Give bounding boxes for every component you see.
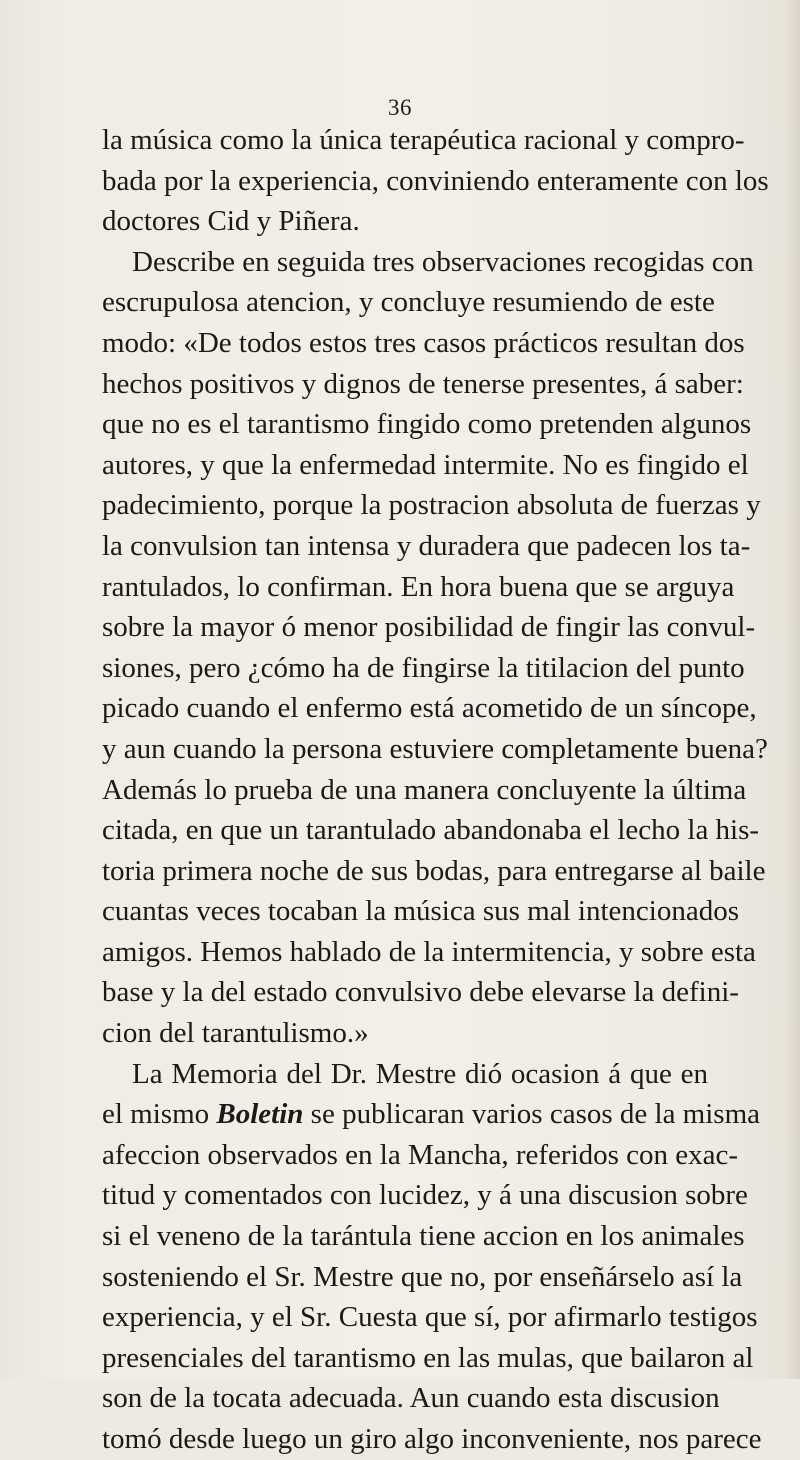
text-line: la convulsion tan intensa y duradera que padecen los ta-	[102, 529, 751, 562]
text-line: experiencia, y el Sr. Cuesta que sí, por afirmarlo testigos	[102, 1301, 758, 1334]
text-line: cion del tarantulismo.»	[102, 1017, 369, 1050]
text-line: sobre la mayor ó menor posibilidad de fingir las convul-	[102, 611, 756, 644]
text-line: padecimiento, porque la postracion absoluta de fuerzas y	[102, 489, 761, 522]
text-line: hechos positivos y dignos de tenerse presentes, á saber:	[102, 367, 744, 400]
text-fragment: se publicaran varios casos de la misma	[310, 1098, 761, 1131]
body-text	[102, 120, 769, 1460]
text-line: autores, y que la enfermedad intermite. No es fingido el	[102, 448, 749, 481]
text-line: citada, en que un tarantulado abandonaba el lecho la his-	[102, 814, 760, 847]
text-line: la música como la única terapéutica racional y compro-	[102, 124, 745, 156]
text-line: Además lo prueba de una manera concluyente la última	[102, 773, 747, 806]
text-line: si el veneno de la tarántula tiene accion en los animales	[102, 1220, 745, 1253]
page-number: 36	[388, 95, 412, 120]
text-line: que no es el tarantismo fingido como pretenden algunos	[102, 408, 752, 441]
text-line: picado cuando el enfermo está acometido de un síncope,	[102, 692, 757, 725]
text-line: presenciales del tarantismo en las mulas, que bailaron al	[102, 1341, 754, 1374]
text-line: siones, pero ¿cómo ha de fingirse la titilacion del punto	[102, 651, 745, 684]
text-line: y aun cuando la persona estuviere completamente buena?	[102, 732, 768, 765]
text-line: escrupulosa atencion, y concluye resumiendo de este	[102, 286, 715, 319]
emphasized-title: Boletin	[216, 1098, 304, 1131]
page-edge-shadow	[786, 0, 800, 1379]
text-line-with-emphasis	[102, 1094, 761, 1135]
text-line: tomó desde luego un giro algo inconveniente, nos parece	[102, 1423, 762, 1455]
text-line: titud y comentados con lucidez, y á una discusion sobre	[102, 1179, 748, 1212]
text-line: toria primera noche de sus bodas, para entregarse al baile	[102, 854, 766, 887]
text-line: modo: «De todos estos tres casos prácticos resultan dos	[102, 326, 745, 359]
paragraph-start-line: La Memoria del Dr. Mestre dió ocasion á que en	[132, 1057, 708, 1090]
paragraph-start-line: Describe en seguida tres observaciones recogidas con	[132, 245, 754, 278]
text-line: bada por la experiencia, conviniendo enteramente con los	[102, 164, 769, 197]
text-line: cuantas veces tocaban la música sus mal intencionados	[102, 895, 739, 928]
text-fragment: el mismo	[102, 1098, 210, 1131]
text-line: doctores Cid y Piñera.	[102, 205, 360, 238]
text-line: rantulados, lo confirman. En hora buena que se arguya	[102, 570, 735, 603]
text-line: amigos. Hemos hablado de la intermitencia, y sobre esta	[102, 935, 756, 968]
text-line: son de la tocata adecuada. Aun cuando esta discusion	[102, 1382, 720, 1415]
text-line: base y la del estado convulsivo debe elevarse la defini-	[102, 976, 739, 1009]
text-line: afeccion observados en la Mancha, referidos con exac-	[102, 1138, 739, 1171]
text-line: sosteniendo el Sr. Mestre que no, por enseñárselo así la	[102, 1260, 743, 1293]
